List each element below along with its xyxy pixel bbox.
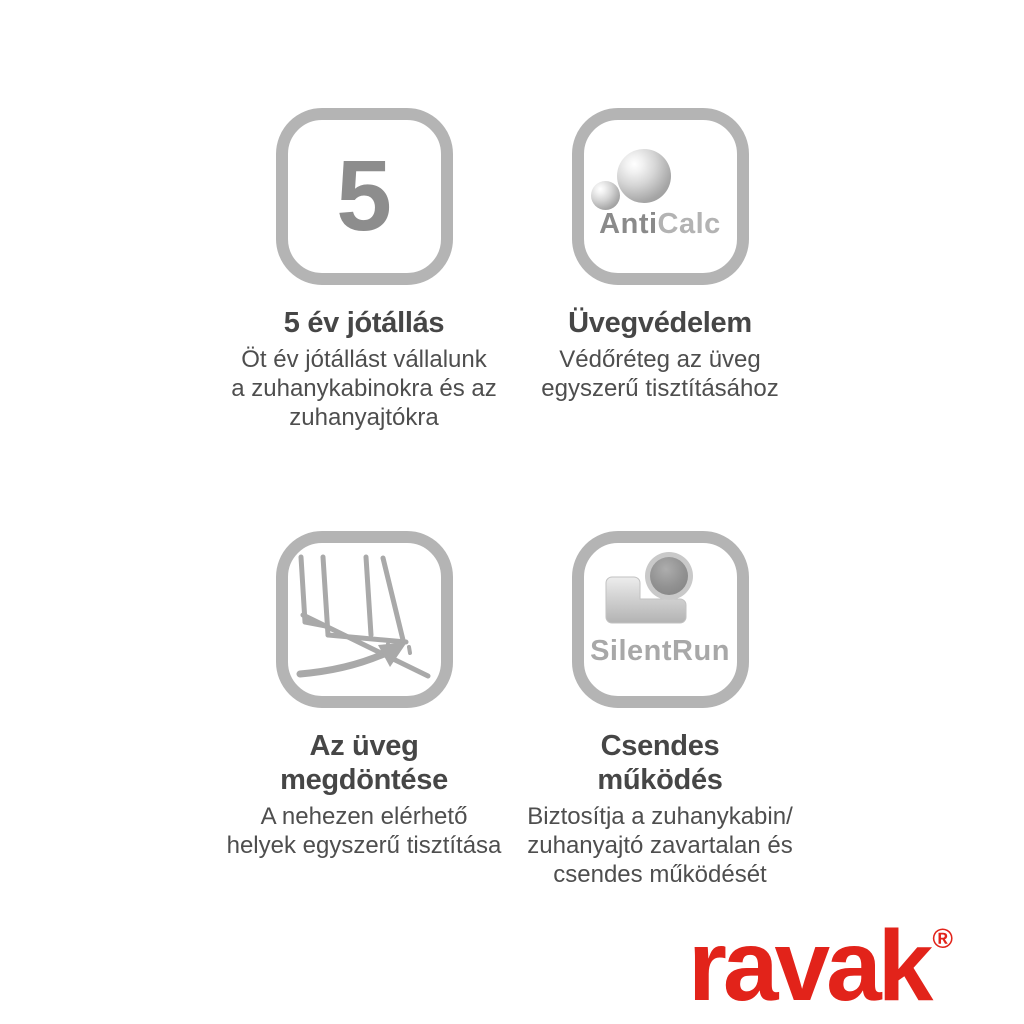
feature-silentrun-description: Biztosítja a zuhanykabin/ zuhanyajtó zavartalan és csendes működését [527, 803, 793, 888]
feature-anticalc-description: Védőréteg az üveg egyszerű tisztításához [541, 346, 779, 402]
feature-anticalc [510, 108, 810, 403]
bubble-large-icon [617, 149, 671, 203]
silentrun-wheel-icon [572, 531, 749, 708]
feature-glass-tilt-title: Az üveg megdöntése [280, 730, 448, 796]
glass-tilt-icon [276, 531, 453, 708]
feature-anticalc-title: Üvegvédelem [568, 307, 752, 339]
registered-trademark-icon: ® [932, 923, 954, 954]
ravak-logo-text: ravak [688, 910, 930, 1022]
feature-warranty-description: Öt év jótállást vállalunk a zuhanykabinokra és az zuhanyajtókra [231, 346, 497, 431]
anticalc-wordmark [574, 208, 747, 241]
anticalc-wordmark-anti: Anti [599, 208, 658, 240]
feature-warranty-title: 5 év jótállás [283, 307, 445, 339]
anticalc-wordmark-calc: Calc [657, 208, 721, 240]
silentrun-wordmark: SilentRun [590, 635, 730, 667]
silentrun-wheel-artwork [584, 543, 737, 696]
glass-tilt-artwork [288, 543, 441, 696]
feature-glass-tilt-description: A nehezen elérhető helyek egyszerű tisztítása [226, 803, 502, 859]
five-badge-icon [276, 108, 453, 285]
feature-silentrun [510, 531, 810, 889]
five-badge-number: 5 [336, 140, 392, 252]
ravak-logo [688, 910, 954, 1022]
feature-warranty [214, 108, 514, 432]
feature-glass-tilt [214, 531, 514, 860]
anticalc-bubbles-icon [572, 108, 749, 285]
bubble-small-icon [591, 181, 620, 210]
feature-silentrun-title: Csendes működés [597, 730, 723, 796]
